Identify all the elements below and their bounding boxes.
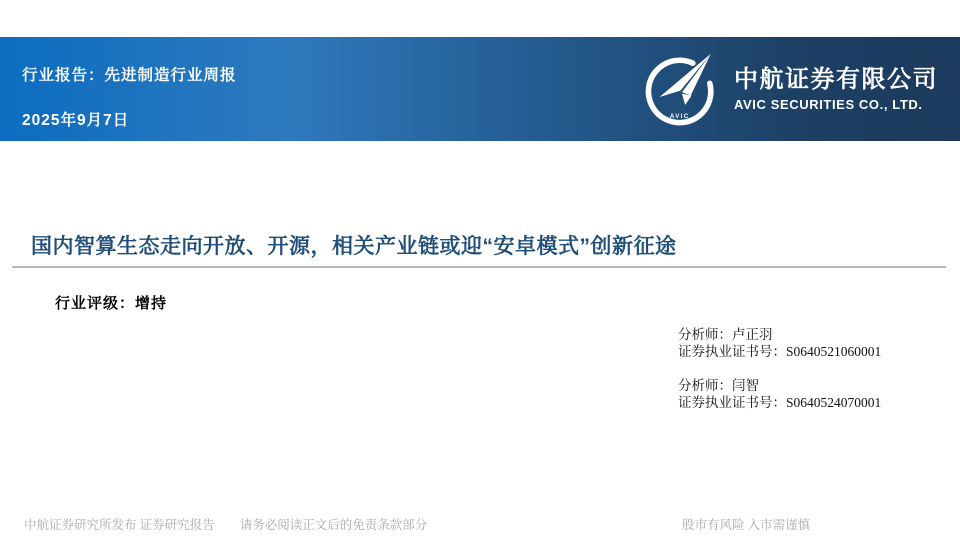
brand-names: [734, 66, 938, 112]
header-banner: [0, 37, 960, 141]
footer-publisher: 中航证券研究所发布 证券研究报告: [24, 518, 215, 532]
footer-disclaimer: [24, 515, 427, 533]
footer-disclaimer-note: 请务必阅读正文后的免责条款部分: [239, 518, 428, 532]
analyst-info-block: [678, 326, 881, 428]
report-title: 国内智算生态走向开放、开源，相关产业链或迎“安卓模式”创新征途: [31, 235, 677, 258]
logo-avic-text: AVIC: [669, 112, 690, 120]
analyst-cert-number: 证券执业证书号：S0640524070001: [678, 395, 882, 410]
report-date: 2025年9月7日: [22, 112, 130, 129]
company-name-cn: 中航证券有限公司: [734, 66, 938, 94]
analyst-name: 分析师：闫智: [678, 378, 759, 393]
industry-rating: 行业评级：增持: [55, 296, 168, 312]
analyst-entry: [678, 377, 881, 411]
brand-block: [642, 49, 938, 129]
avic-logo-icon: [642, 49, 722, 129]
analyst-cert-number: 证券执业证书号：S0640521060001: [678, 344, 882, 359]
analyst-entry: [678, 326, 881, 360]
report-type-label: 行业报告：先进制造行业周报: [22, 67, 237, 84]
footer-risk-warning: 股市有风险 入市需谨慎: [682, 518, 811, 532]
analyst-name: 分析师：卢正羽: [678, 327, 773, 342]
title-divider: [12, 266, 946, 268]
company-name-en: AVIC SECURITIES CO., LTD.: [734, 96, 923, 112]
